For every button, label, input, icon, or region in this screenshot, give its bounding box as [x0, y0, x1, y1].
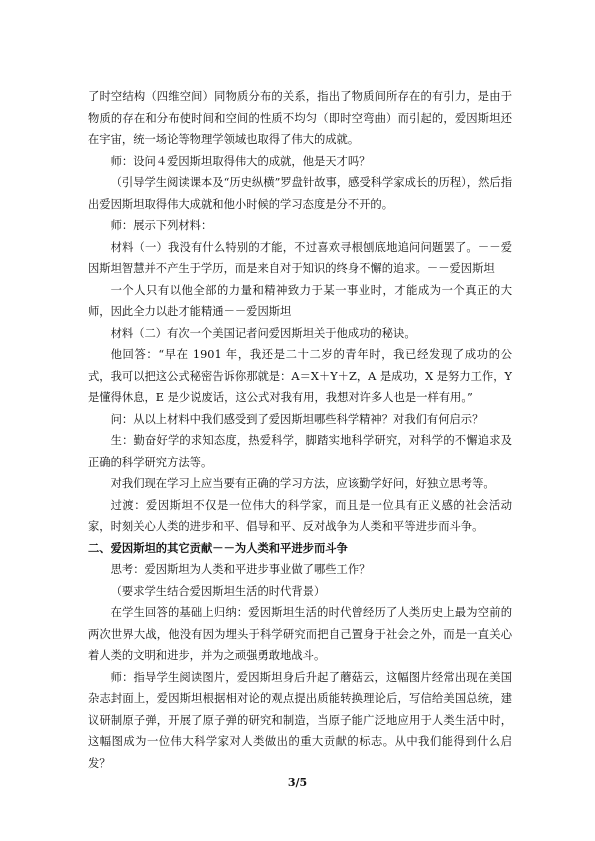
paragraph-question-4: 师：设问４爱因斯坦取得伟大的成就，他是天才吗？ — [110, 154, 371, 168]
paragraph-picture-guide: 师：指导学生阅读图片，爱因斯坦身后升起了蘑菇云，这幅图片经常出现在美国杂志封面上，爱因斯坦根据相对论的观点提出质能转换理论后，写信给美国总统，建议研制原子弹，开展了原子弹的研究和制造，当原子能广泛地应用于人类生活中时，这幅图成为一位伟大科学家对人类做出的重大贡献的标志。从中我们能得到什么启发？ — [88, 670, 512, 770]
paragraph-formula-answer: 他回答：“早在 1901 年，我还是二十二岁的青年时，我已经发现了成功的公式，我可以把这公式秘密告诉你那就是：A＝X＋Y＋Z，A 是成功，X 是努力工作，Y 是懂得休息，E 是少说废话，这公式对我有用，我想对许多人也是一样有用。” — [88, 348, 512, 404]
paragraph-ask: 问：从以上材料中我们感受到了爱因斯坦哪些科学精神？对我们有何启示？ — [110, 412, 484, 426]
paragraph-think: 思考：爱因斯坦为人类和平进步事业做了哪些工作？ — [110, 563, 371, 576]
paragraph-material-1: 材料（一）我没有什么特别的才能，不过喜欢寻根刨底地追问问题罢了。－－爱因斯坦智慧并不产生于学历，而是来自对于知识的终身不懈的追求。－－爱因斯坦 — [88, 240, 512, 275]
paragraph-learning-method: 对我们现在学习上应当要有正确的学习方法，应该勤学好问，好独立思考等。 — [110, 477, 495, 490]
paragraph-guide-reading: （引导学生阅读课本及“历史纵横”罗盘针故事，感受科学家成长的历程），然后指出爱因斯坦取得伟大成就和他小时候的学习态度是分不开的。 — [88, 176, 512, 211]
section-heading: 二、爱因斯坦的其它贡献－－为人类和平进步而斗争 — [88, 541, 348, 555]
paragraph-quote-master: 一个人只有以他全部的力量和精神致力于某一事业时，才能成为一个真正的大师，因此全力以赴才能精通－－爱因斯坦 — [88, 283, 512, 318]
paragraph-summary: 在学生回答的基础上归纳：爱因斯坦生活的时代曾经历了人类历史上最为空前的两次世界大战，他没有因为埋头于科学研究而把自己置身于社会之外，而是一直关心着人类的文明和进步，并为之顽强勇敢地战斗。 — [88, 606, 512, 662]
paragraph-material-2: 材料（二）有次一个美国记者问爱因斯坦关于他成功的秘诀。 — [110, 326, 416, 340]
paragraph-student-answer: 生：勤奋好学的求知态度，热爱科学，脚踏实地科学研究，对科学的不懈追求及正确的科学研究方法等。 — [88, 434, 512, 469]
paragraph-requirement: （要求学生结合爱因斯坦生活的时代背景） — [110, 584, 326, 598]
paragraph-show-materials: 师：展示下列材料： — [110, 219, 213, 232]
body-text — [88, 86, 512, 774]
paragraph-continuation: 了时空结构（四维空间）同物质分布的关系，指出了物质间所存在的有引力，是由于物质的存在和分布使时间和空间的性质不均匀（即时空弯曲）而引起的，爱因斯坦还在宇宙，统一场论等物理学领域也取得了伟大的成就。 — [88, 90, 512, 146]
page-number: 3/5 — [287, 776, 308, 789]
paragraph-transition: 过渡：爱因斯坦不仅是一位伟大的科学家，而且是一位具有正义感的社会活动家，时刻关心人类的进步和平、倡导和平、反对战争为人类和平等进步而斗争。 — [88, 498, 512, 533]
